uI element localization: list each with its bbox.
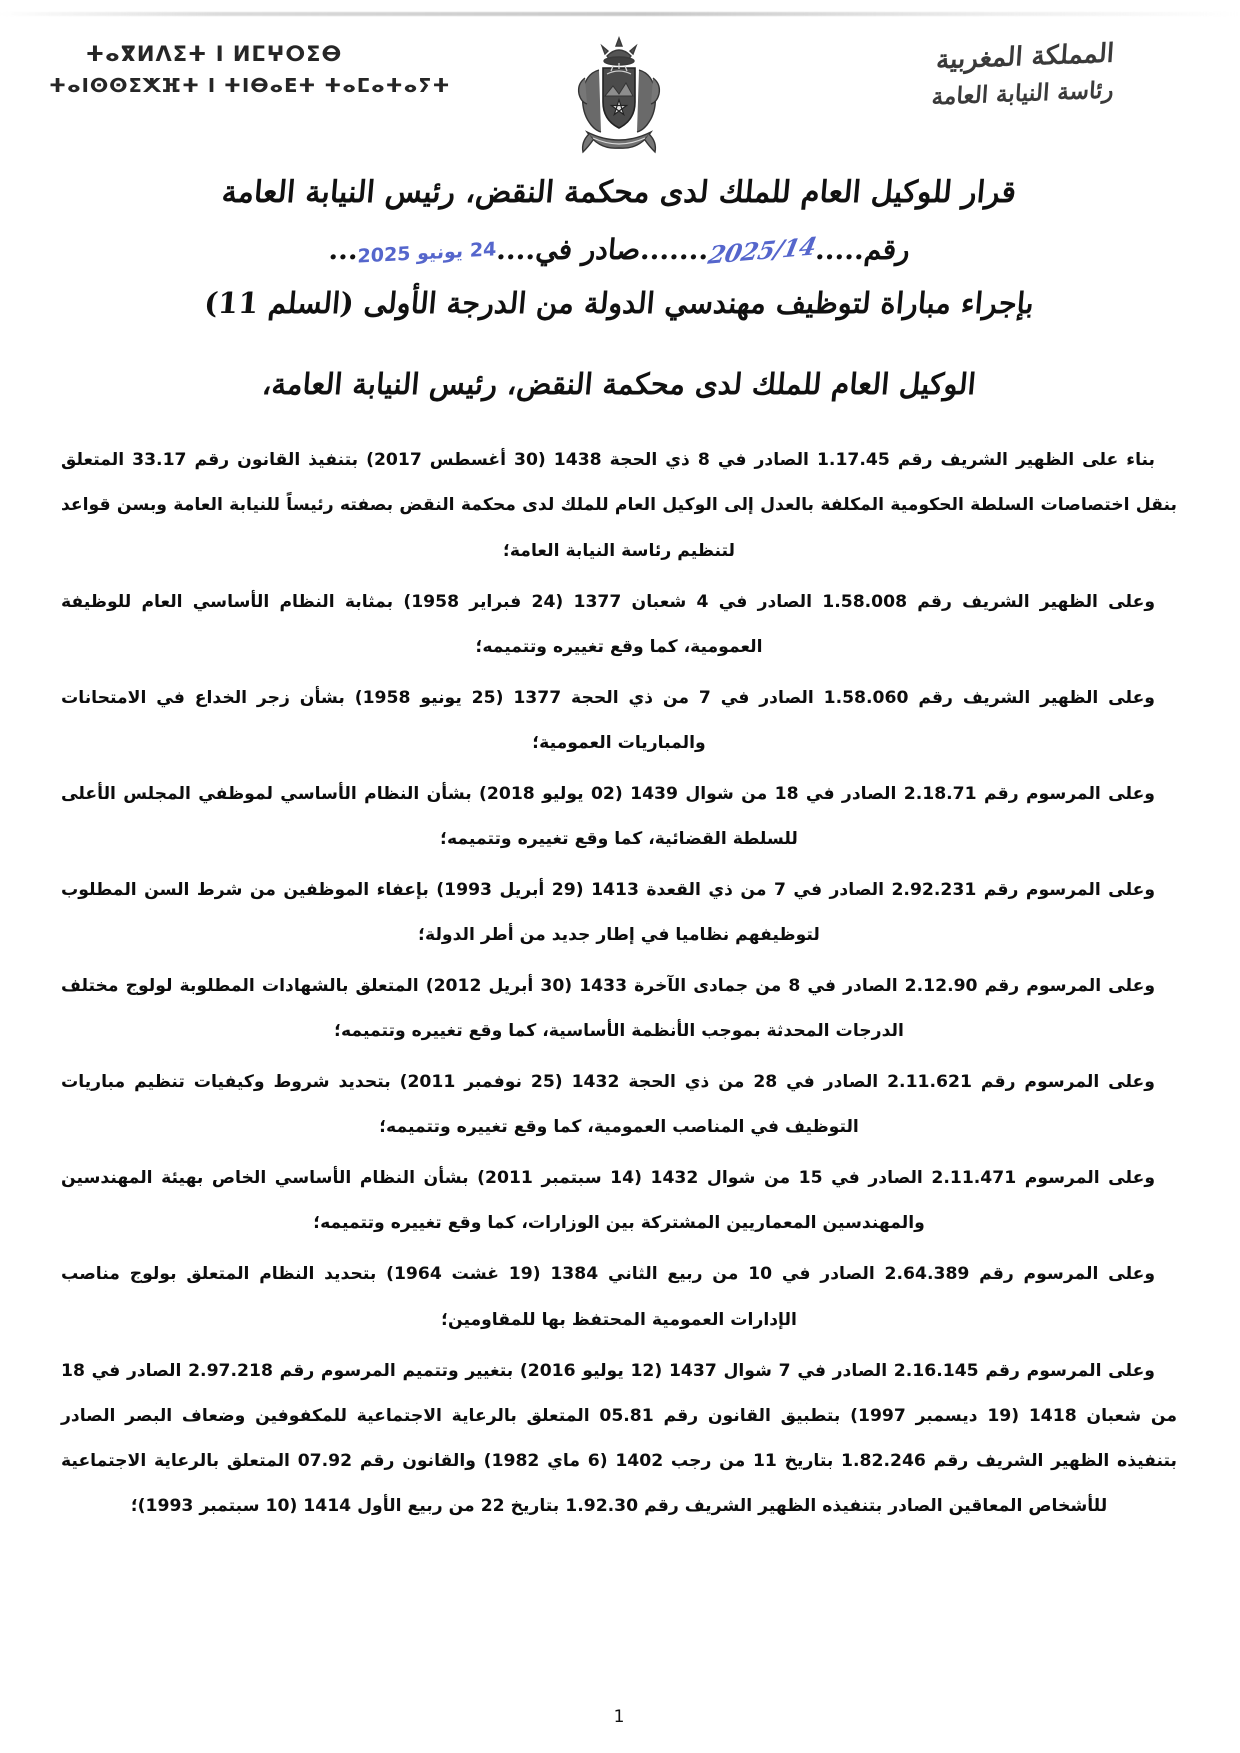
dots-filler-2: ....... — [639, 233, 711, 266]
decree-subject: بإجراء مباراة لتوظيف مهندسي الدولة من الدرجة الأولى (السلم 11) — [203, 286, 1037, 321]
decree-title: قرار للوكيل العام للملك لدى محكمة النقض، رئيس النيابة العامة — [221, 175, 1019, 210]
header-tifinagh-block — [50, 38, 452, 101]
decree-addressee: الوكيل العام للملك لدى محكمة النقض، رئيس النيابة العامة، — [261, 367, 979, 402]
body-paragraph: وعلى المرسوم 2.11.471 الصادر في 15 من شوال 1432 (14 سبتمبر 2011) بشأن النظام الأساسي الخاص بهيئة المهندسين والمهندسين المعماريين المشتركة بين الوزارات، كما وقع تغييره وتتميمه؛ — [62, 1168, 1156, 1234]
body-paragraph: وعلى الظهير الشريف رقم 1.58.060 الصادر في 7 من ذي الحجة 1377 (25 يونيو 1958) بشأن زجر الخداع في الامتحانات والمباريات العمومية؛ — [62, 687, 1156, 753]
header-prosecution-tifinagh: ⵜⴰⵏⵙⵙⵉⵅⴼⵜ ⵏ ⵜⵏⴱⴰⴹⵜ ⵜⴰⵎⴰⵜⴰⵢⵜ — [50, 73, 452, 97]
issued-date-handwritten: 24 يونيو 2025 — [357, 238, 498, 268]
body-paragraph: وعلى المرسوم رقم 2.64.389 الصادر في 10 من ربيع الثاني 1384 (19 غشت 1964) بتحديد النظام المتعلق بولوج مناصب الإدارات العمومية المحتفظ بها للمقاومين؛ — [62, 1264, 1157, 1330]
decree-number-handwritten: 2025/14 — [705, 231, 820, 270]
decree-number-line — [327, 223, 913, 276]
page-number: 1 — [614, 1707, 626, 1727]
document-header — [0, 0, 1240, 150]
header-kingdom-arabic: المملكة المغربية — [936, 38, 1117, 76]
issued-label: صادر في — [534, 233, 643, 266]
emblem-container — [535, 34, 705, 162]
document-body — [0, 438, 1240, 1528]
header-prosecution-arabic: رئاسة النيابة العامة — [931, 76, 1116, 111]
header-kingdom-tifinagh: ⵜⴰⴳⵍⴷⵉⵜ ⵏ ⵍⵎⵖⵔⵉⴱ — [86, 42, 344, 66]
body-paragraph: وعلى المرسوم رقم 2.16.145 الصادر في 7 شوال 1437 (12 يوليو 2016) بتغيير وتتميم المرسوم رقم 2.97.218 الصادر في 18 من شعبان 1418 (19 ديسمبر 1997) بتطبيق القانون رقم 05.81 المتعلق بالرعاية الاجتماعية للمكفوفين وضعاف البصر الصادر بتنفيذه الظهير الشريف رقم 1.82.246 بتاريخ 11 من رجب 1402 (6 ماي 1982) والقانون رقم 07.92 المتعلق بالرعاية الاجتماعية للأشخاص المعاقين الصادر بتنفيذه الظهير الشريف رقم 1.92.30 بتاريخ 22 من ربيع الأول 1414 (10 سبتمبر 1993)؛ — [62, 1360, 1179, 1516]
header-arabic-block — [860, 38, 1190, 112]
dots-filler-3: .... — [495, 233, 538, 266]
body-paragraph: وعلى المرسوم رقم 2.18.71 الصادر في 18 من شوال 1439 (02 يوليو 2018) بشأن النظام الأساسي لموظفي المجلس الأعلى للسلطة القضائية، كما وقع تغييره وتتميمه؛ — [62, 783, 1156, 849]
body-paragraph: وعلى المرسوم رقم 2.12.90 الصادر في 8 من جمادى الآخرة 1433 (30 أبريل 2012) المتعلق بالشهادات المطلوبة لولوج مختلف الدرجات المحدثة بموجب الأنظمة الأساسية، كما وقع تغييره وتتميمه؛ — [62, 976, 1156, 1042]
body-paragraph: وعلى المرسوم رقم 2.92.231 الصادر في 7 من ذي القعدة 1413 (29 أبريل 1993) بإعفاء الموظفين من شرط السن المطلوب لتوظيفهم نظاميا في إطار جديد من أطر الدولة؛ — [62, 879, 1157, 945]
body-paragraph: وعلى المرسوم رقم 2.11.621 الصادر في 28 من ذي الحجة 1432 (25 نوفمبر 2011) بتحديد شروط وكيفيات تنظيم مباريات التوظيف في المناصب العمومية، كما وقع تغييره وتتميمه؛ — [62, 1072, 1156, 1138]
dots-filler-1: ..... — [814, 233, 867, 266]
title-block — [0, 164, 1240, 412]
morocco-coat-of-arms-icon — [560, 34, 680, 162]
body-paragraph: وعلى الظهير الشريف رقم 1.58.008 الصادر في 4 شعبان 1377 (24 فبراير 1958) بمثابة النظام الأساسي العام للوظيفة العمومية، كما وقع تغييره وتتميمه؛ — [62, 591, 1156, 657]
dots-filler-4: ... — [328, 233, 361, 266]
body-paragraph: بناء على الظهير الشريف رقم 1.17.45 الصادر في 8 ذي الحجة 1438 (30 أغسطس 2017) بتنفيذ القانون رقم 33.17 المتعلق بنقل اختصاصات السلطة الحكومية المكلفة بالعدل إلى الوكيل العام للملك لدى محكمة النقض بصفته رئيساً للنيابة العامة وبسن قواعد لتنظيم رئاسة النيابة العامة؛ — [62, 450, 1178, 561]
number-label: رقم — [863, 233, 912, 266]
